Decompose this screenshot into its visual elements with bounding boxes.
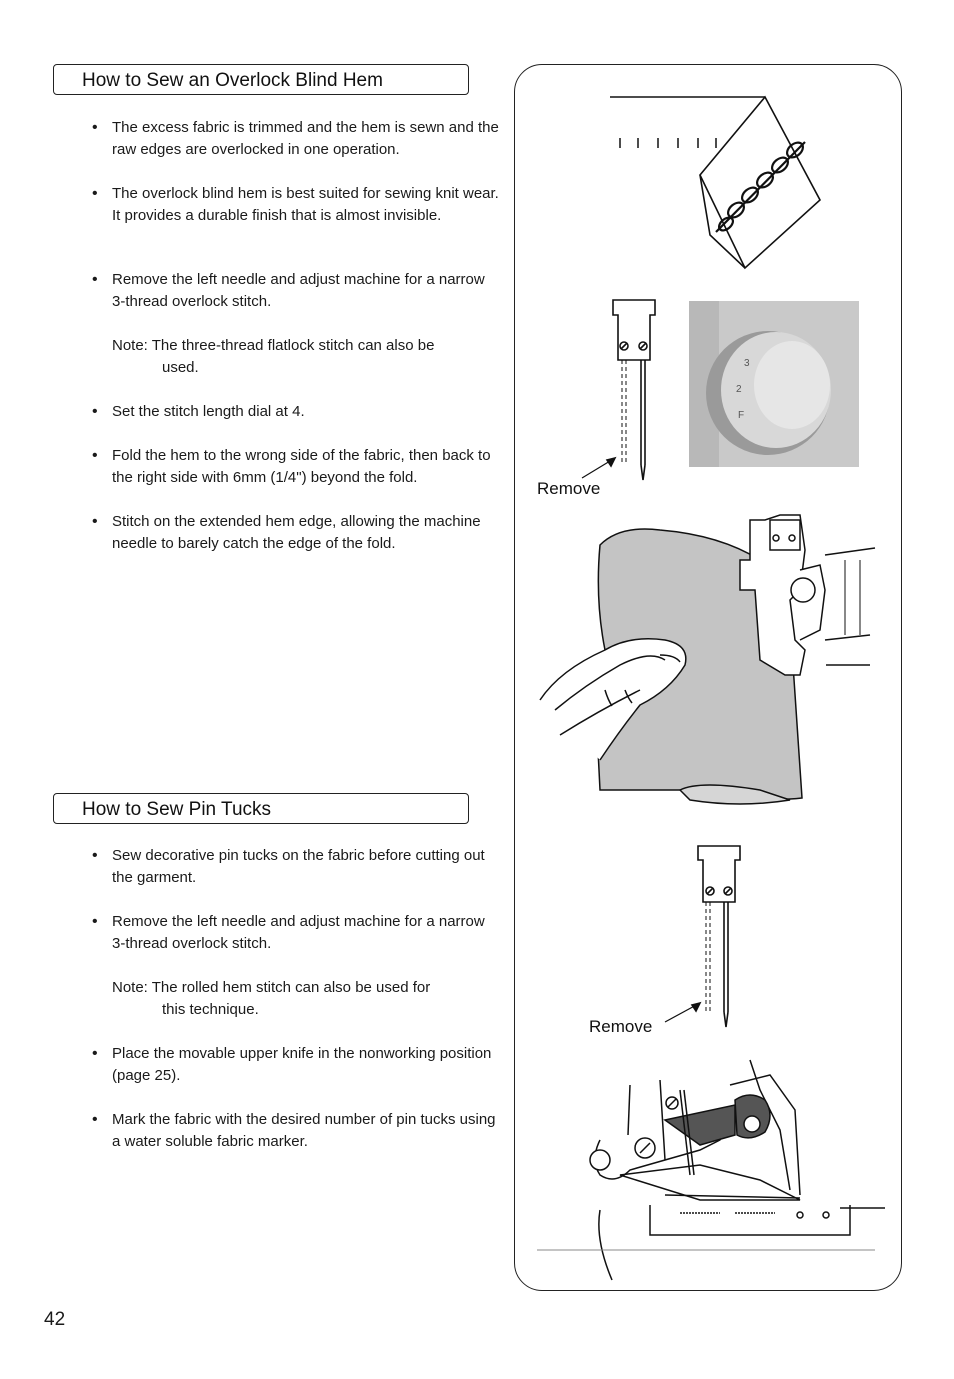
note-label: Note: — [112, 337, 148, 354]
stitch-length-dial-photo — [689, 301, 859, 467]
section-title: How to Sew an Overlock Blind Hem — [82, 70, 383, 91]
note-text-continued: used. — [162, 359, 199, 376]
list-item: • Stitch on the extended hem edge, allowing the machine needle to barely catch the edge of the fold. — [90, 511, 500, 555]
remove-label: Remove — [589, 1017, 653, 1036]
needle-clamp-illustration — [665, 846, 740, 1027]
blind-hem-fabric-illustration — [610, 97, 820, 268]
list-item: • Set the stitch length dial at 4. — [90, 401, 500, 423]
dial-number: F — [738, 410, 745, 421]
blind-hem-sewing-illustration — [540, 515, 875, 804]
list-item: • Fold the hem to the wrong side of the fabric, then back to the right side with 6mm (1/4") beyond the fold. — [90, 445, 500, 489]
dial-number: 3 — [744, 358, 750, 369]
note-text-continued: this technique. — [162, 1001, 259, 1018]
note-text: The three-thread flatlock stitch can also be — [151, 337, 435, 354]
list-item: • Mark the fabric with the desired number of pin tucks using a water soluble fabric marker. — [90, 1109, 500, 1153]
remove-label: Remove — [537, 479, 601, 498]
dial-number: 2 — [736, 384, 742, 395]
note-label: Note: — [112, 979, 148, 996]
list-item: • Sew decorative pin tucks on the fabric before cutting out the garment. — [90, 845, 500, 889]
list-item: • Place the movable upper knife in the nonworking position (page 25). — [90, 1043, 500, 1087]
needle-clamp-illustration — [582, 300, 655, 480]
page-number: 42 — [44, 1309, 66, 1330]
list-item: • The excess fabric is trimmed and the hem is sewn and the raw edges are overlocked in one operation. — [90, 117, 500, 161]
list-item: • Remove the left needle and adjust machine for a narrow 3-thread overlock stitch. — [90, 911, 500, 955]
list-item: • Remove the left needle and adjust machine for a narrow 3-thread overlock stitch. — [90, 269, 500, 313]
note-text: The rolled hem stitch can also be used for — [151, 979, 431, 996]
section-title: How to Sew Pin Tucks — [82, 799, 272, 820]
list-item: • The overlock blind hem is best suited for sewing knit wear. It provides a durable finish that is almost invisible. — [90, 183, 500, 227]
upper-knife-illustration — [537, 1060, 885, 1280]
